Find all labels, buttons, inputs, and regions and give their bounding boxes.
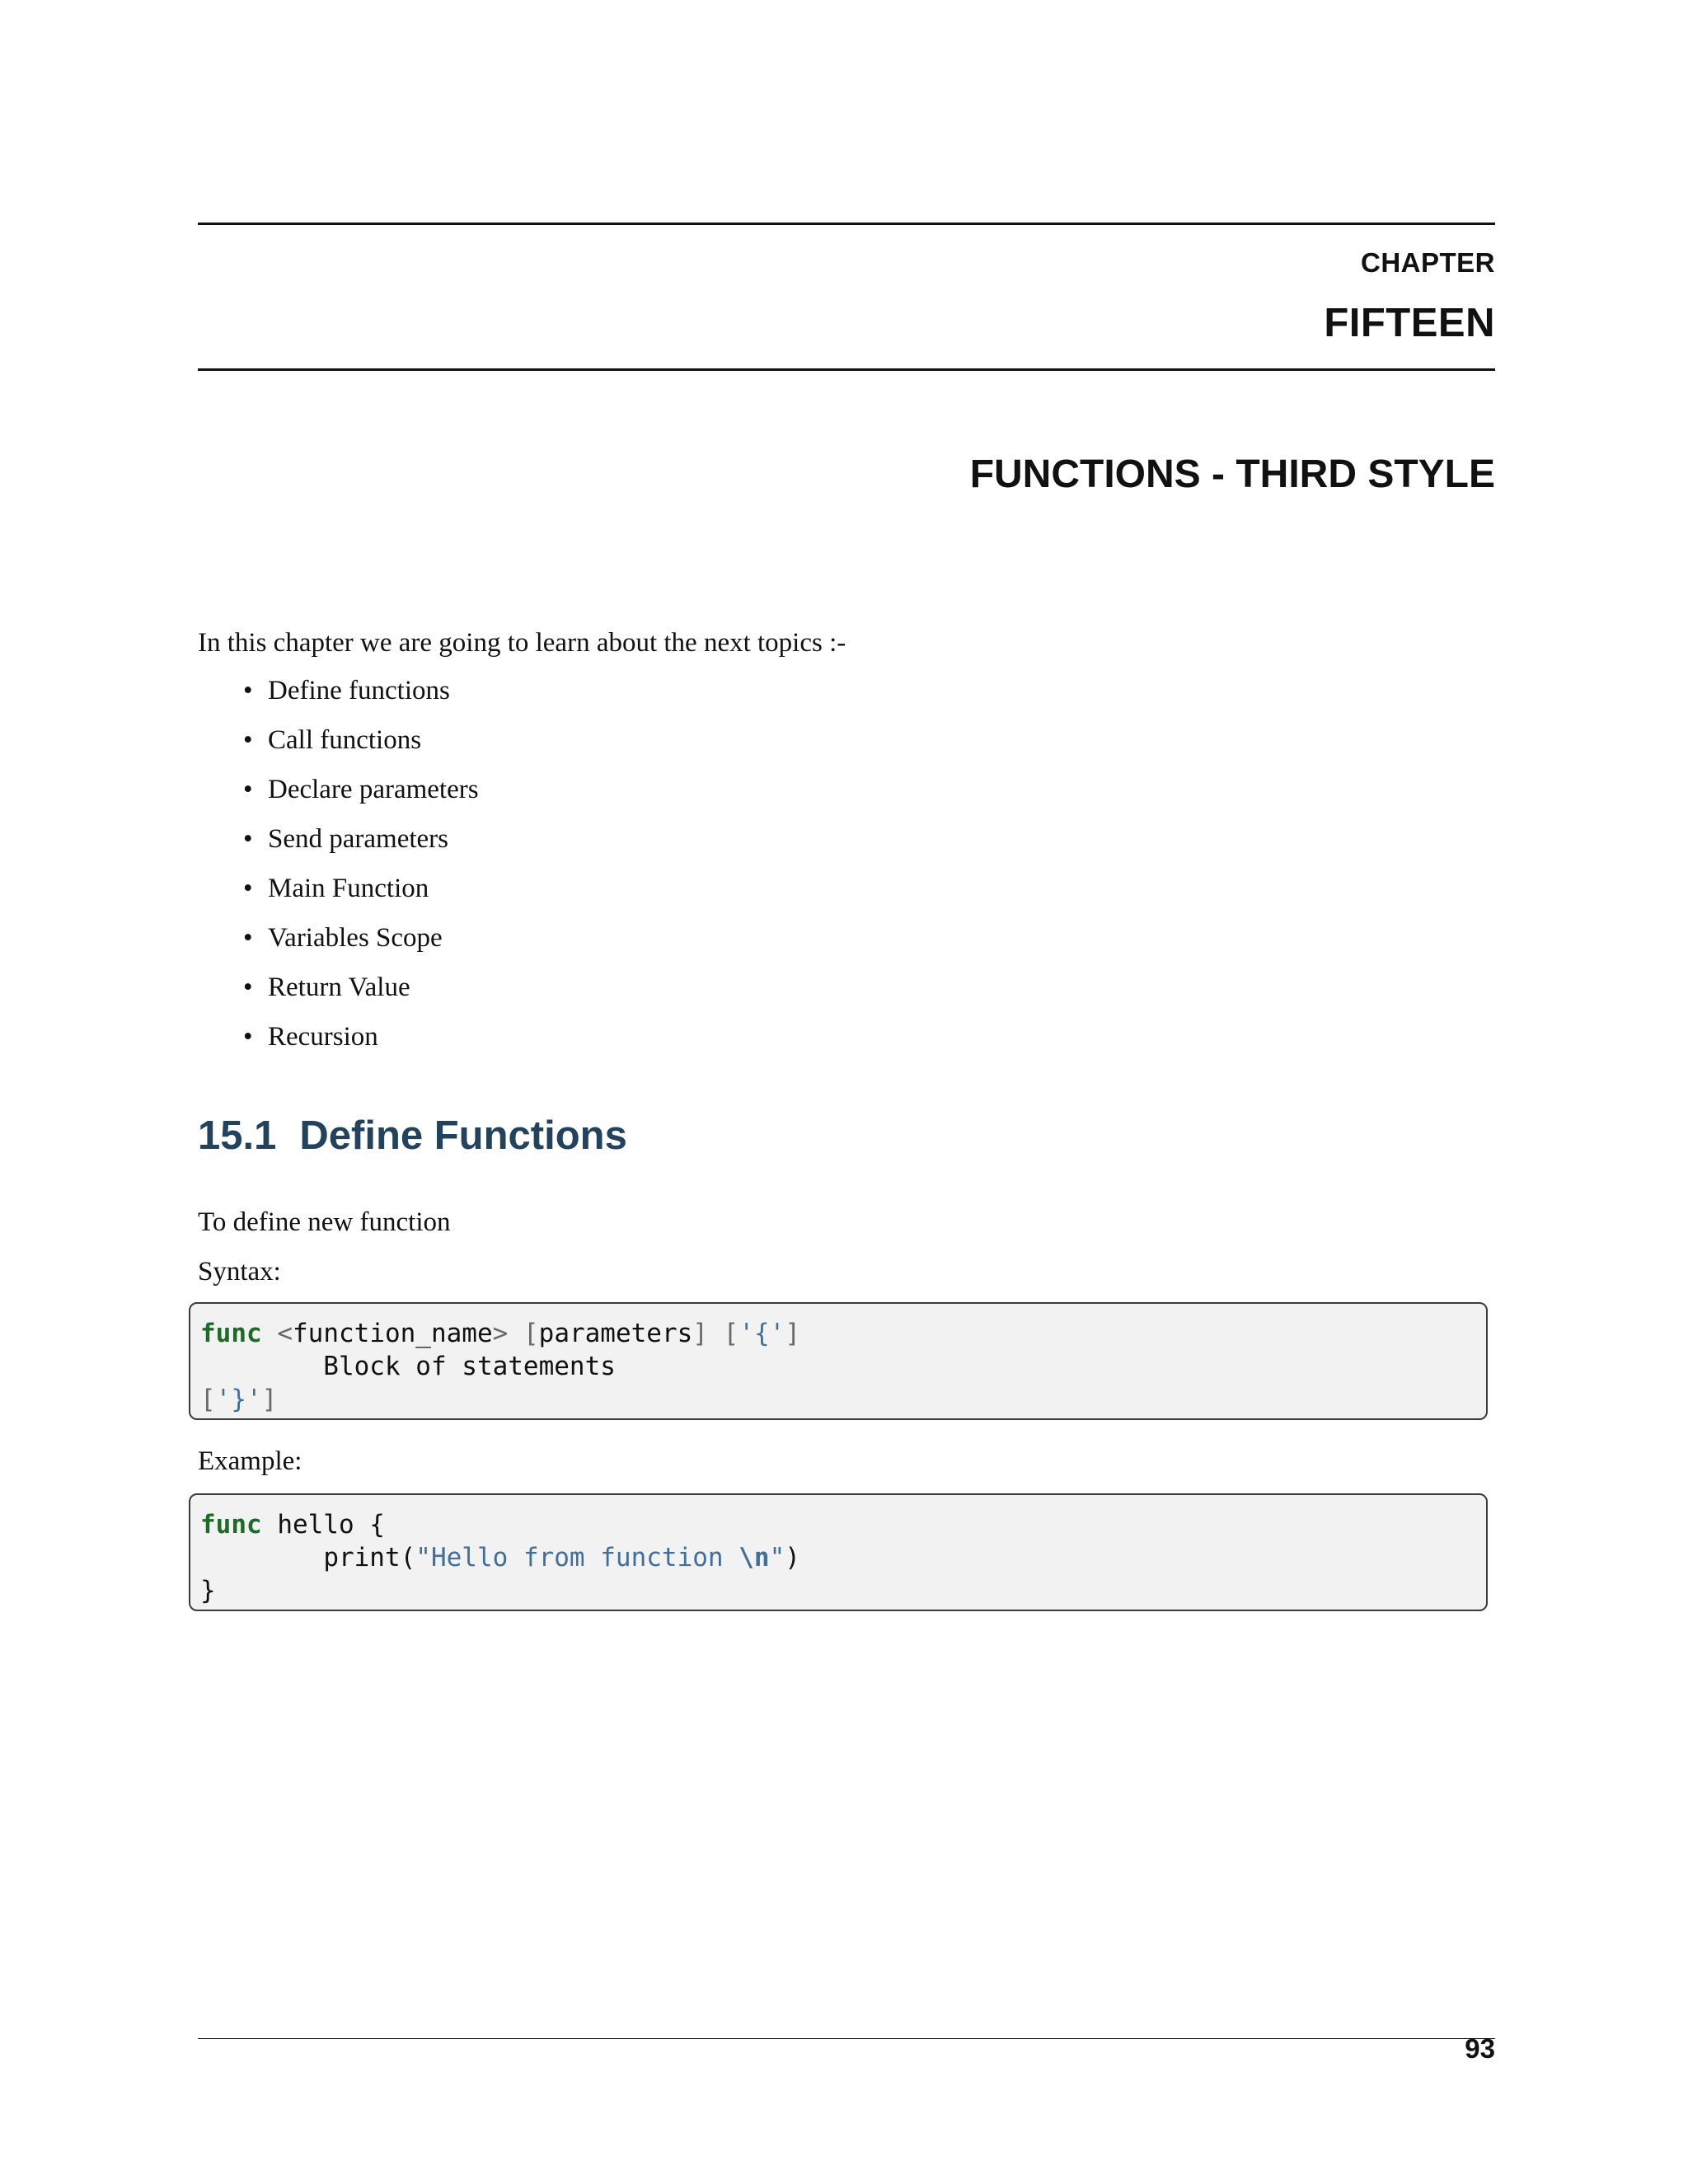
- header-top-rule: [198, 223, 1495, 225]
- code-keyword: func: [200, 1319, 262, 1348]
- code-call-close: ): [785, 1543, 800, 1572]
- code-line: }: [200, 1576, 216, 1605]
- code-operator: >: [492, 1319, 509, 1348]
- section-description: To define new function: [198, 1207, 451, 1237]
- list-item: [198, 823, 479, 872]
- list-item: [198, 971, 479, 1020]
- page-number: 93: [1465, 2033, 1495, 2064]
- list-item: [198, 773, 479, 823]
- bullet-icon: •: [243, 725, 253, 755]
- bullet-icon: •: [243, 972, 253, 1002]
- code-operator: <: [277, 1319, 293, 1348]
- list-item: [198, 1020, 479, 1070]
- code-operator: [: [200, 1385, 216, 1414]
- code-operator: ]: [261, 1385, 278, 1414]
- topic-label: Define functions: [268, 676, 450, 705]
- code-identifier: function_name: [293, 1319, 493, 1348]
- list-item: [198, 872, 479, 921]
- section-title: Define Functions: [299, 1113, 627, 1158]
- topic-label: Call functions: [268, 725, 422, 755]
- section-heading: [198, 1113, 627, 1159]
- list-item: [198, 724, 479, 773]
- code-line: [200, 1317, 1486, 1350]
- bullet-icon: •: [243, 824, 253, 854]
- intro-paragraph: In this chapter we are going to learn about the next topics :-: [198, 628, 846, 658]
- chapter-number: FIFTEEN: [1324, 301, 1495, 345]
- code-keyword: func: [200, 1510, 262, 1540]
- bullet-icon: •: [243, 923, 253, 953]
- bullet-icon: •: [243, 1022, 253, 1052]
- code-operator: ]: [785, 1319, 800, 1348]
- section-number: 15.1: [198, 1113, 277, 1158]
- topic-label: Variables Scope: [268, 923, 443, 953]
- code-operator: [: [523, 1319, 539, 1348]
- example-code-block: [189, 1493, 1488, 1611]
- code-line: [200, 1508, 1486, 1541]
- code-line: [200, 1541, 1486, 1574]
- syntax-code-block: [189, 1302, 1488, 1420]
- code-operator: ]: [692, 1319, 708, 1348]
- code-string: ": [769, 1543, 785, 1572]
- bullet-icon: •: [243, 676, 253, 705]
- code-text: hello {: [261, 1510, 385, 1540]
- footer-rule: [198, 2038, 1495, 2039]
- code-indent: [200, 1543, 323, 1572]
- bullet-icon: •: [243, 775, 253, 804]
- topic-label: Return Value: [268, 972, 410, 1002]
- code-line: Block of statements: [200, 1352, 616, 1381]
- header-bottom-rule: [198, 368, 1495, 371]
- bullet-icon: •: [243, 874, 253, 903]
- code-string: "Hello from function: [415, 1543, 739, 1572]
- chapter-title: FUNCTIONS - THIRD STYLE: [969, 452, 1495, 496]
- code-call: print(: [323, 1543, 416, 1572]
- chapter-label: CHAPTER: [1360, 247, 1495, 278]
- topic-label: Declare parameters: [268, 775, 479, 804]
- code-identifier: parameters: [538, 1319, 693, 1348]
- code-string: '{': [738, 1319, 785, 1348]
- topic-label: Send parameters: [268, 824, 448, 854]
- code-string: '}': [215, 1385, 262, 1414]
- list-item: [198, 674, 479, 724]
- topic-list: [198, 674, 479, 1070]
- syntax-label: Syntax:: [198, 1257, 281, 1286]
- list-item: [198, 921, 479, 971]
- code-space: [262, 1319, 278, 1348]
- code-space: [708, 1319, 724, 1348]
- code-space: [508, 1319, 523, 1348]
- example-label: Example:: [198, 1446, 302, 1476]
- topic-label: Recursion: [268, 1022, 378, 1052]
- topic-label: Main Function: [268, 874, 429, 903]
- code-operator: [: [723, 1319, 739, 1348]
- code-escape: \n: [738, 1543, 770, 1572]
- code-line: [200, 1383, 1486, 1416]
